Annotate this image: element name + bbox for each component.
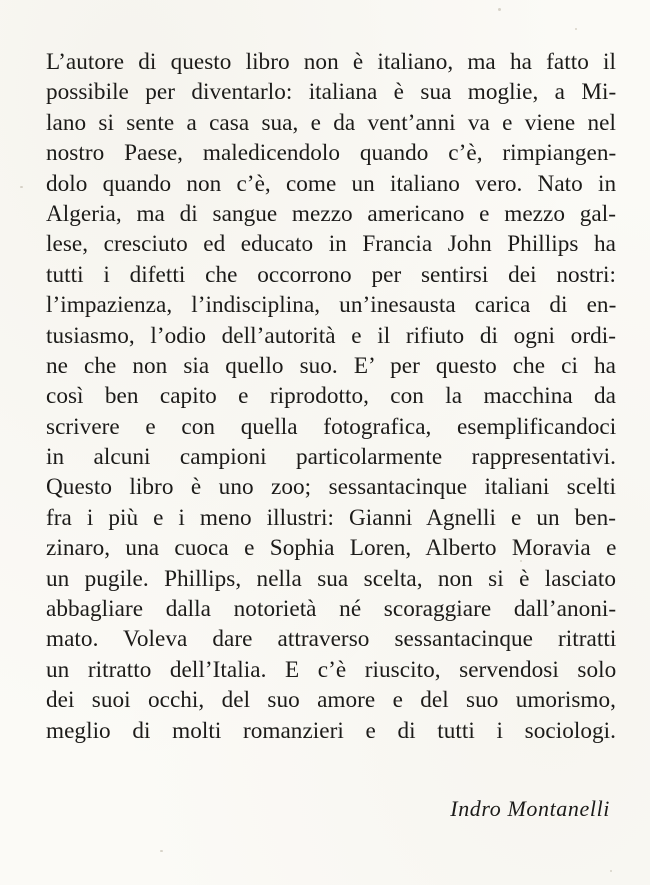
text-line: lese, cresciuto ed educato in Francia John Phillips ha (46, 231, 616, 258)
text-line: L’autore di questo libro non è italiano, ma ha fatto il (46, 49, 616, 75)
text-line: scrivere e con quella fotografica, esemplificandoci (46, 413, 617, 440)
text-line: Questo libro è uno zoo; sessantacinque italiani scelti (46, 474, 616, 501)
text-line: tutti i difetti che occorrono per sentirsi dei nostri: (46, 261, 616, 288)
text-line: lano si sente a casa sua, e da vent’anni va e viene nel (46, 109, 616, 136)
text-line: abbagliare dalla notorietà né scoraggiare dall’anoni- (46, 596, 617, 623)
text-line: meglio di molti romanzieri e di tutti i sociologi. (46, 717, 616, 744)
text-line: nostro Paese, maledicendolo quando c’è, rimpiangen- (46, 140, 617, 167)
text-line: dei suoi occhi, del suo amore e del suo umorismo, (46, 687, 616, 714)
scan-speck (575, 28, 577, 30)
scan-speck (498, 8, 501, 11)
text-line: ne che non sia quello suo. E’ per questo che ci ha (46, 352, 616, 379)
text-line: tusiasmo, l’odio dell’autorità e il rifiuto di ogni ordi- (46, 322, 616, 349)
text-line: Algeria, ma di sangue mezzo americano e mezzo gal- (46, 200, 616, 227)
text-line: in alcuni campioni particolarmente rappresentativi. (46, 444, 616, 471)
scan-speck (160, 850, 163, 852)
author-signature: Indro Montanelli (450, 796, 610, 821)
text-line: l’impazienza, l’indisciplina, un’inesausta carica di en- (46, 292, 617, 319)
text-line: fra i più e i meno illustri: Gianni Agnelli e un ben- (46, 504, 616, 531)
scan-speck (610, 870, 612, 872)
text-line: un pugile. Phillips, nella sua scelta, non si è lasciato (46, 565, 616, 592)
text-line: possibile per diventarlo: italiana è sua moglie, a Mi- (46, 79, 617, 106)
blurb-paragraph (46, 47, 616, 746)
text-line: zinaro, una cuoca e Sophia Loren, Alberto Moravia e (46, 535, 617, 562)
text-line: così ben capito e riprodotto, con la macchina da (46, 383, 617, 410)
text-line: un ritratto dell’Italia. E c’è riuscito, servendosi solo (46, 656, 617, 683)
text-line: mato. Voleva dare attraverso sessantacinque ritratti (46, 626, 617, 653)
scan-speck (20, 186, 23, 188)
text-line: dolo quando non c’è, come un italiano vero. Nato in (46, 170, 617, 197)
